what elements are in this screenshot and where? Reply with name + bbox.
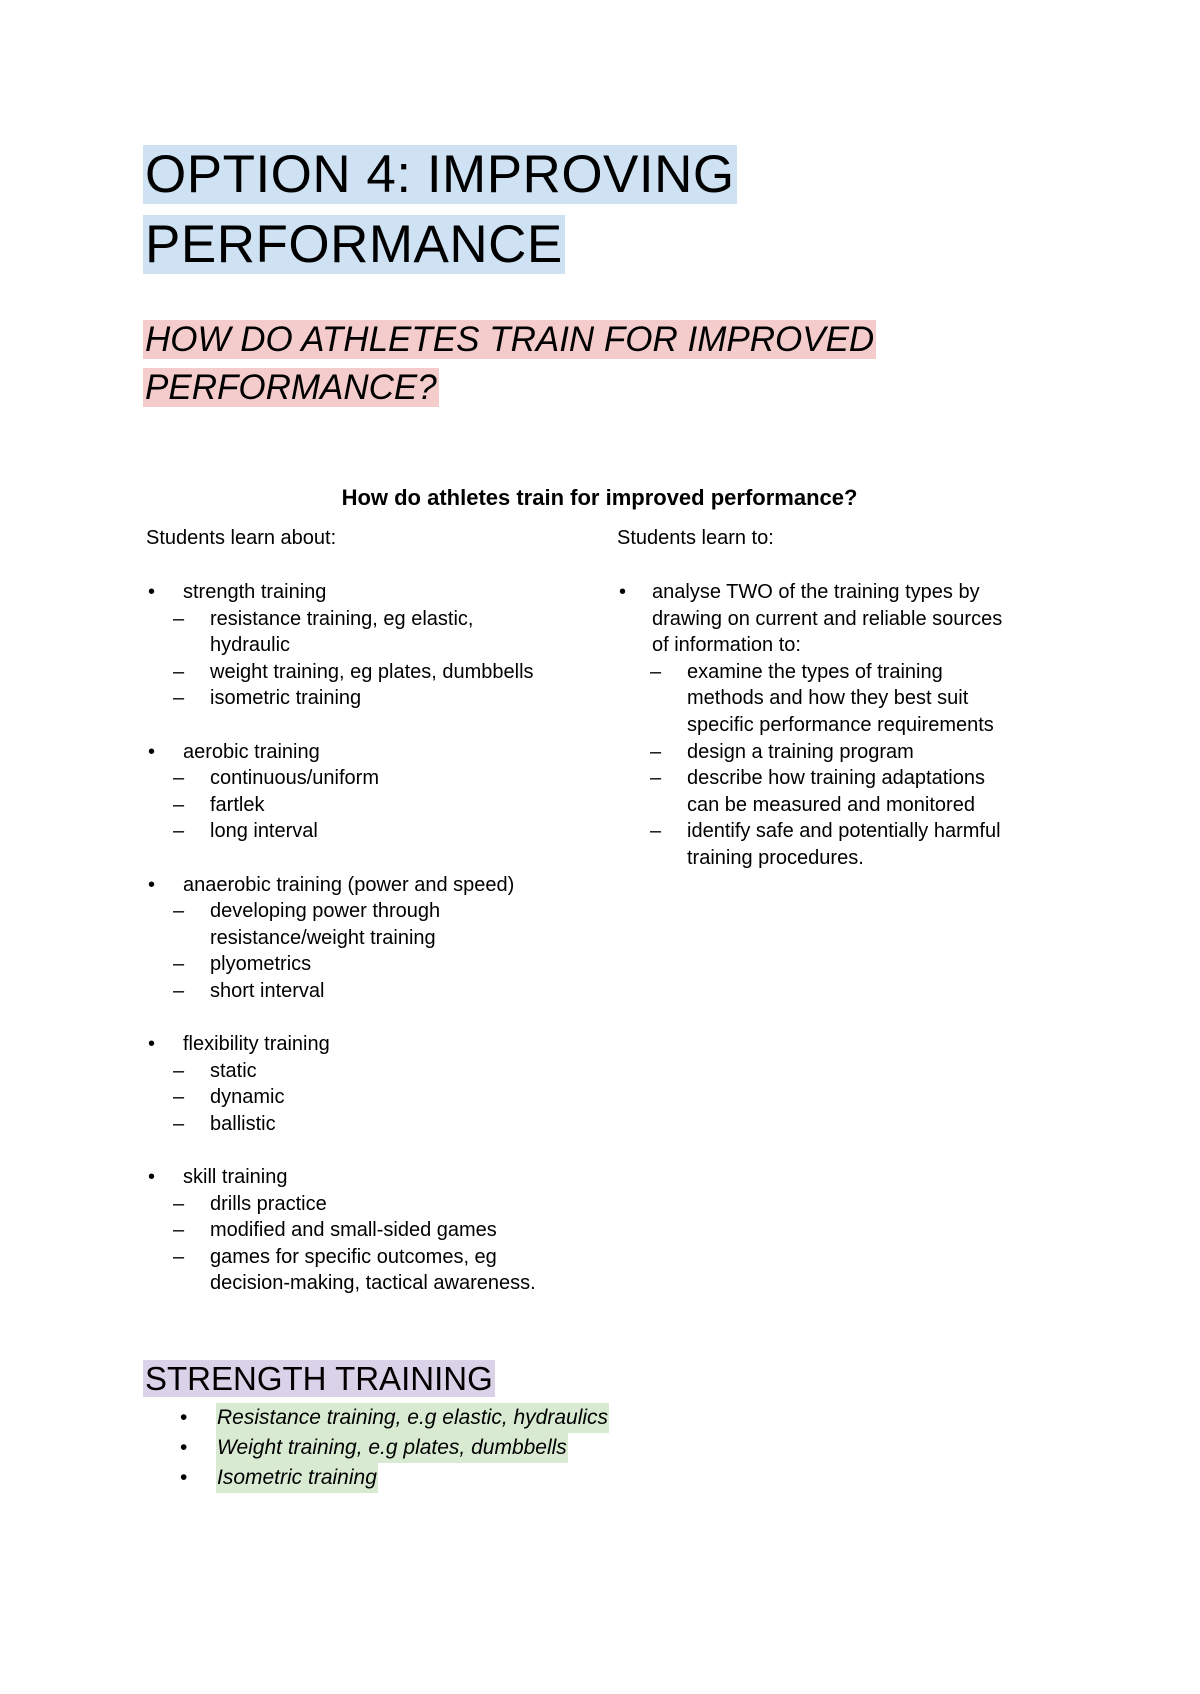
strength-list-item	[180, 1433, 609, 1463]
strength-list-text: Isometric training	[216, 1463, 378, 1493]
dash-icon: –	[173, 660, 185, 683]
page-title-line-2: PERFORMANCE	[145, 215, 563, 274]
subtopic-line: resistance/weight training	[210, 926, 436, 949]
subtopic-list	[146, 898, 596, 1004]
topic-group	[146, 872, 596, 1005]
subtopic-text	[210, 659, 534, 686]
outcome-item	[617, 579, 1077, 659]
subtopic-item	[173, 1217, 596, 1244]
outcome-line: analyse TWO of the training types by	[652, 581, 980, 603]
outcome-sub-text	[687, 659, 994, 739]
dash-icon: –	[173, 979, 185, 1002]
subtopic-line: continuous/uniform	[210, 767, 379, 790]
subtopic-item	[173, 978, 596, 1005]
dash-icon: –	[650, 767, 662, 790]
outcome-sub-item	[650, 659, 1077, 739]
outcome-sub-line: methods and how they best suit	[687, 687, 969, 710]
section-question-heading	[143, 316, 1143, 412]
topic-label: skill training	[183, 1166, 288, 1189]
outcome-line: of information to:	[652, 634, 801, 657]
strength-list-text: Weight training, e.g plates, dumbbells	[216, 1433, 568, 1463]
subtopic-text	[210, 978, 325, 1005]
strength-training-heading	[143, 1358, 495, 1400]
subtopic-text	[210, 1111, 276, 1138]
subtopic-text	[210, 792, 264, 819]
strength-list-item	[180, 1403, 609, 1433]
subtopic-line: drills practice	[210, 1192, 327, 1215]
subtopic-item	[173, 765, 596, 792]
subtopic-item	[173, 1191, 596, 1218]
outcome-group	[617, 579, 1077, 872]
dash-icon: –	[173, 687, 185, 710]
bullet-icon: •	[180, 1436, 188, 1459]
outcome-label	[652, 579, 1002, 659]
subtopic-item	[173, 1058, 596, 1085]
subtopic-line: dynamic	[210, 1086, 285, 1109]
subtopic-text	[210, 818, 318, 845]
topic-group	[146, 739, 596, 845]
topic-group	[146, 579, 596, 712]
page-title-line-1: OPTION 4: IMPROVING	[145, 145, 735, 204]
dash-icon: –	[173, 1219, 185, 1242]
learn-to-heading: Students learn to:	[617, 527, 774, 549]
subtopic-line: short interval	[210, 979, 325, 1002]
outcome-sub-line: identify safe and potentially harmful	[687, 820, 1001, 843]
subtopic-item	[173, 606, 596, 659]
page-title	[143, 140, 1143, 280]
outcome-sub-item	[650, 765, 1077, 818]
topic-item	[146, 1031, 596, 1058]
subtopic-text	[210, 765, 379, 792]
outcome-line: drawing on current and reliable sources	[652, 607, 1003, 630]
dash-icon: –	[173, 1059, 185, 1082]
outcome-sub-line: can be measured and monitored	[687, 793, 975, 816]
strength-training-heading-text: STRENGTH TRAINING	[145, 1360, 493, 1397]
dash-icon: –	[173, 607, 185, 630]
question-heading-line-2: PERFORMANCE?	[145, 368, 437, 407]
subtopic-line: fartlek	[210, 793, 265, 816]
subtopic-item	[173, 1244, 596, 1297]
learn-about-column	[146, 579, 596, 1324]
dash-icon: –	[173, 1245, 185, 1268]
topic-item	[146, 739, 596, 766]
strength-list-text: Resistance training, e.g elastic, hydraulics	[216, 1403, 609, 1433]
topic-group	[146, 1031, 596, 1137]
bullet-icon: •	[148, 740, 156, 763]
outcome-sub-list	[617, 659, 1077, 872]
topic-item	[146, 1164, 596, 1191]
dash-icon: –	[173, 767, 185, 790]
outcome-sub-line: examine the types of training	[687, 660, 943, 683]
topic-label: flexibility training	[183, 1033, 330, 1056]
subtopic-item	[173, 818, 596, 845]
subtopic-line: developing power through	[210, 900, 441, 923]
outcome-sub-line: design a training program	[687, 740, 914, 763]
dash-icon: –	[173, 1086, 185, 1109]
subtopic-text	[210, 1191, 327, 1218]
subtopic-list	[146, 765, 596, 845]
subtopic-list	[146, 1058, 596, 1138]
dash-icon: –	[650, 820, 662, 843]
dash-icon: –	[173, 953, 185, 976]
bullet-icon: •	[619, 581, 627, 603]
subtopic-line: ballistic	[210, 1112, 276, 1135]
subtopic-list	[146, 606, 596, 712]
outcome-sub-item	[650, 739, 1077, 766]
outcome-sub-line: specific performance requirements	[687, 713, 994, 736]
subtopic-text	[210, 1084, 284, 1111]
strength-training-list	[180, 1403, 609, 1493]
subtopic-line: games for specific outcomes, eg	[210, 1245, 497, 1268]
subtopic-line: decision-making, tactical awareness.	[210, 1272, 536, 1295]
subtopic-text	[210, 1244, 536, 1297]
bullet-icon: •	[148, 1166, 156, 1189]
topic-item	[146, 579, 596, 606]
subtopic-text	[210, 1217, 497, 1244]
bullet-icon: •	[148, 581, 156, 603]
question-heading-line-1: HOW DO ATHLETES TRAIN FOR IMPROVED	[145, 320, 875, 359]
subtopic-line: isometric training	[210, 687, 362, 710]
topic-group	[146, 1164, 596, 1297]
topic-item	[146, 872, 596, 899]
strength-list-item	[180, 1463, 609, 1493]
bullet-icon: •	[180, 1466, 188, 1489]
dash-icon: –	[173, 1192, 185, 1215]
subtopic-text	[210, 1058, 257, 1085]
subtopic-text	[210, 606, 473, 659]
learn-to-column	[617, 579, 1077, 898]
subtopic-text	[210, 685, 361, 712]
subtopic-item	[173, 1111, 596, 1138]
subtopic-line: static	[210, 1059, 257, 1082]
outcome-sub-text	[687, 765, 985, 818]
subtopic-item	[173, 685, 596, 712]
topic-label: aerobic training	[183, 740, 320, 763]
subtopic-item	[173, 792, 596, 819]
outcome-sub-line: training procedures.	[687, 846, 864, 869]
subtopic-line: modified and small-sided games	[210, 1219, 497, 1242]
subtopic-text	[210, 898, 440, 951]
subtopic-line: hydraulic	[210, 634, 291, 657]
topic-label: strength training	[183, 581, 327, 603]
dash-icon: –	[173, 900, 185, 923]
outcome-sub-text	[687, 818, 1001, 871]
learn-about-heading: Students learn about:	[146, 527, 337, 549]
dash-icon: –	[650, 660, 662, 683]
subtopic-list	[146, 1191, 596, 1297]
topic-label: anaerobic training (power and speed)	[183, 873, 515, 896]
outcome-sub-text	[687, 739, 914, 766]
outcome-sub-line: describe how training adaptations	[687, 767, 985, 790]
dash-icon: –	[173, 793, 185, 816]
dash-icon: –	[173, 820, 185, 843]
subtopic-line: resistance training, eg elastic,	[210, 607, 474, 630]
subtopic-item	[173, 898, 596, 951]
syllabus-table-heading: How do athletes train for improved performance?	[341, 485, 858, 510]
subtopic-item	[173, 1084, 596, 1111]
subtopic-line: long interval	[210, 820, 318, 843]
dash-icon: –	[173, 1112, 185, 1135]
bullet-icon: •	[148, 873, 156, 896]
subtopic-line: weight training, eg plates, dumbbells	[210, 660, 534, 683]
dash-icon: –	[650, 740, 662, 763]
subtopic-line: plyometrics	[210, 953, 312, 976]
subtopic-item	[173, 659, 596, 686]
bullet-icon: •	[148, 1033, 156, 1056]
outcome-sub-item	[650, 818, 1077, 871]
subtopic-text	[210, 951, 311, 978]
bullet-icon: •	[180, 1406, 188, 1429]
subtopic-item	[173, 951, 596, 978]
